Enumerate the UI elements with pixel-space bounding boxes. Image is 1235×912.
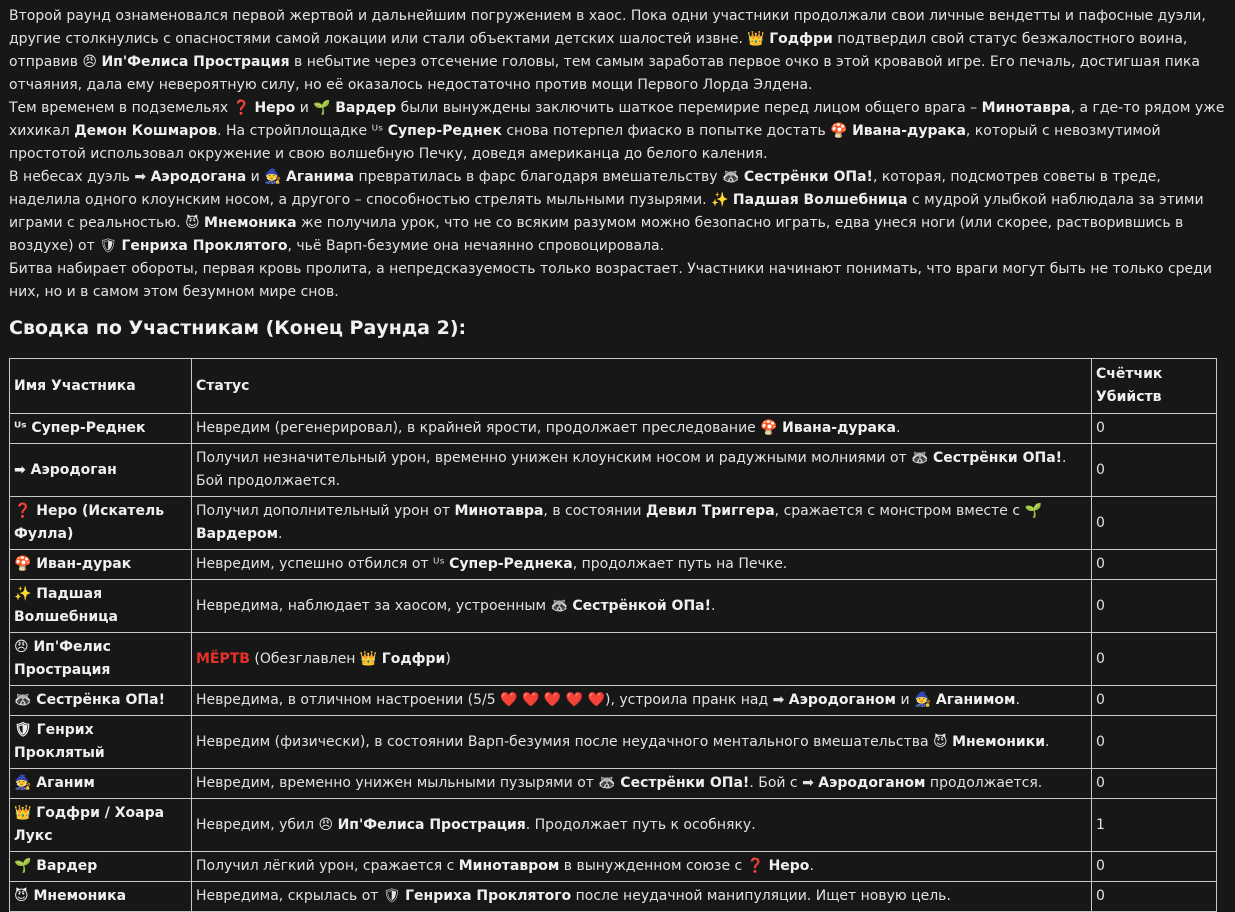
kill-count: 0: [1092, 769, 1217, 799]
kill-count: 0: [1092, 414, 1217, 444]
bold-mention: Вардером: [196, 526, 279, 542]
bold-mention: Аэродоганом: [818, 775, 926, 791]
bold-mention: Девил Триггера: [645, 503, 775, 519]
story-paragraph-4: Битва набирает обороты, первая кровь пролита, а непредсказуемость только возрастает. Участники начинают понимать, что враги могут быть не только среди них, но и в самом этом безумном мире снов.: [9, 261, 1212, 300]
participant-name: ➡ Аэродоган: [10, 444, 192, 497]
kill-count: 0: [1092, 716, 1217, 769]
table-row: [10, 580, 1217, 633]
kill-count: 0: [1092, 550, 1217, 580]
bold-mention: Сестрёнкой ОПа!: [572, 597, 712, 614]
bold-mention: Вардер: [335, 100, 397, 116]
bold-mention: Ивана-дурака: [852, 123, 966, 139]
participant-name: 🦝 Сестрёнка ОПа!: [10, 686, 192, 716]
table-row: [10, 852, 1217, 882]
participant-name: 🛡 Генрих Проклятый: [10, 716, 192, 769]
kill-count: 0: [1092, 852, 1217, 882]
table-row: [10, 882, 1217, 912]
participant-name: ✨ Падшая Волшебница: [10, 580, 192, 633]
table-row: [10, 550, 1217, 580]
bold-mention: Генриха Проклятого: [121, 238, 288, 254]
bold-mention: Минотавром: [458, 858, 560, 874]
table-row: [10, 633, 1217, 686]
bold-mention: Годфри: [381, 650, 446, 667]
participant-status: Невредим (физически), в состоянии Варп-безумия после неудачного ментального вмешательства 😈 Мнемоники.: [192, 716, 1092, 769]
header-status: Статус: [192, 359, 1092, 414]
bold-mention: Демон Кошмаров: [74, 123, 218, 139]
participant-name: 😠 Ип'Фелис Прострация: [10, 633, 192, 686]
header-name: Имя Участника: [10, 359, 192, 414]
participant-status: Невредим (регенерировал), в крайней ярости, продолжает преследование 🍄 Ивана-дурака.: [192, 414, 1092, 444]
table-row: [10, 444, 1217, 497]
bold-mention: Аэродогана: [150, 169, 247, 185]
bold-mention: Ип'Фелиса Прострация: [101, 54, 290, 70]
table-row: [10, 497, 1217, 550]
bold-mention: Сестрёнки ОПа!: [620, 775, 750, 791]
participant-name: ᵁˢ Супер-Реднек: [10, 414, 192, 444]
bold-mention: Супер-Реднек: [387, 123, 502, 139]
story-paragraph-1: Второй раунд ознаменовался первой жертвой и дальнейшим погружением в хаос. Пока одни участники продолжали свои личные вендетты и пафосные дуэли, другие столкнулись с опасностями самой локации или стали объектами детских шалостей извне. 👑 Годфри подтвердил свой статус безжалостного воина, отправив 😠 Ип'Фелиса Прострация в небытие через отсечение головы, тем самым заработав первое очко в этой кровавой игре. Его печаль, достигшая пика отчаяния, дала ему невероятную силу, но её оказалось недостаточно против мощи Первого Лорда Элдена.: [9, 8, 1206, 93]
bold-mention: Аганимом: [935, 692, 1016, 708]
participant-name: 👑 Годфри / Хоара Лукс: [10, 799, 192, 852]
bold-mention: Падшая Волшебница: [732, 192, 908, 208]
table-row: [10, 769, 1217, 799]
story-paragraph-2: Тем временем в подземельях ❓ Неро и 🌱 Вардер были вынуждены заключить шаткое перемирие перед лицом общего врага – Минотавра, а где-то рядом уже хихикал Демон Кошмаров. На стройплощадке ᵁˢ Супер-Реднек снова потерпел фиаско в попытке достать 🍄 Ивана-дурака, который с невозмутимой простотой использовал окружение и свою волшебную Печку, доведя американца до белого каления.: [9, 100, 1225, 162]
participant-status: Невредим, временно унижен мыльными пузырями от 🦝 Сестрёнки ОПа!. Бой с ➡ Аэродоганом продолжается.: [192, 769, 1092, 799]
story-paragraph-3: В небесах дуэль ➡ Аэродогана и 🧙 Аганима превратилась в фарс благодаря вмешательству 🦝 Сестрёнки ОПа!, которая, подсмотрев советы в треде, наделила одного клоунским носом, а другого – способностью стрелять мыльными пузырями. ✨ Падшая Волшебница с мудрой улыбкой наблюдала за этими играми с реальностью. 😈 Мнемоника же получила урок, что не со всяким разумом можно безопасно играть, едва унеся ноги (или скорее, растворившись в воздухе) от 🛡 Генриха Проклятого, чьё Варп-безумие она нечаянно спровоцировала.: [9, 169, 1204, 254]
bold-mention: Мнемоники: [952, 733, 1046, 750]
table-header-row: [10, 359, 1217, 414]
bold-mention: Ивана-дурака: [782, 420, 896, 436]
bold-mention: Супер-Реднека: [449, 556, 573, 572]
participant-status: Получил лёгкий урон, сражается с Минотавром в вынужденном союзе с ❓ Неро.: [192, 852, 1092, 882]
participant-name: 🍄 Иван-дурак: [10, 550, 192, 580]
table-body: [10, 414, 1217, 912]
table-row: [10, 686, 1217, 716]
bold-mention: Неро: [768, 858, 810, 874]
bold-mention: Сестрёнки ОПа!: [743, 169, 873, 185]
table-row: [10, 716, 1217, 769]
header-kills: Счётчик Убийств: [1092, 359, 1217, 414]
participants-table: [9, 358, 1217, 912]
table-row: [10, 414, 1217, 444]
participant-status: Невредим, убил 😠 Ип'Фелиса Прострация. Продолжает путь к особняку.: [192, 799, 1092, 852]
participant-status: Невредима, скрылась от 🛡 Генриха Проклятого после неудачной манипуляции. Ищет новую цель.: [192, 882, 1092, 912]
participant-status: Невредима, в отличном настроении (5/5 ❤️ ❤️ ❤️ ❤️ ❤️), устроила пранк над ➡ Аэродоганом и 🧙 Аганимом.: [192, 686, 1092, 716]
table-row: [10, 799, 1217, 852]
kill-count: 0: [1092, 497, 1217, 550]
participant-name: 🌱 Вардер: [10, 852, 192, 882]
participant-name: 😈 Мнемоника: [10, 882, 192, 912]
bold-mention: Годфри: [769, 31, 833, 47]
bold-mention: Минотавра: [981, 100, 1071, 116]
bold-mention: Мнемоника: [204, 215, 297, 231]
bold-mention: Генриха Проклятого: [405, 888, 572, 904]
bold-mention: Аэродоганом: [788, 692, 896, 708]
participant-status: Невредима, наблюдает за хаосом, устроенным 🦝 Сестрёнкой ОПа!.: [192, 580, 1092, 633]
participant-status: МЁРТВ (Обезглавлен 👑 Годфри): [192, 633, 1092, 686]
bold-mention: Ип'Фелиса Прострация: [337, 816, 526, 833]
summary-title: Сводка по Участникам (Конец Раунда 2):: [9, 317, 467, 339]
participant-name: ❓ Неро (Искатель Фулла): [10, 497, 192, 550]
participant-status: Получил незначительный урон, временно унижен клоунским носом и радужными молниями от 🦝 Сестрёнки ОПа!. Бой продолжается.: [192, 444, 1092, 497]
bold-mention: Сестрёнки ОПа!: [933, 450, 1063, 466]
bold-mention: Аганима: [286, 169, 355, 185]
participant-status: Невредим, успешно отбился от ᵁˢ Супер-Реднека, продолжает путь на Печке.: [192, 550, 1092, 580]
kill-count: 0: [1092, 633, 1217, 686]
kill-count: 0: [1092, 580, 1217, 633]
kill-count: 1: [1092, 799, 1217, 852]
kill-count: 0: [1092, 882, 1217, 912]
bold-mention: Минотавра: [454, 503, 544, 519]
participant-status: Получил дополнительный урон от Минотавра, в состоянии Девил Триггера, сражается с монстром вместе с 🌱 Вардером.: [192, 497, 1092, 550]
dead-status-label: МЁРТВ: [196, 650, 250, 667]
kill-count: 0: [1092, 686, 1217, 716]
kill-count: 0: [1092, 444, 1217, 497]
bold-mention: Неро: [254, 100, 296, 116]
participant-name: 🧙 Аганим: [10, 769, 192, 799]
